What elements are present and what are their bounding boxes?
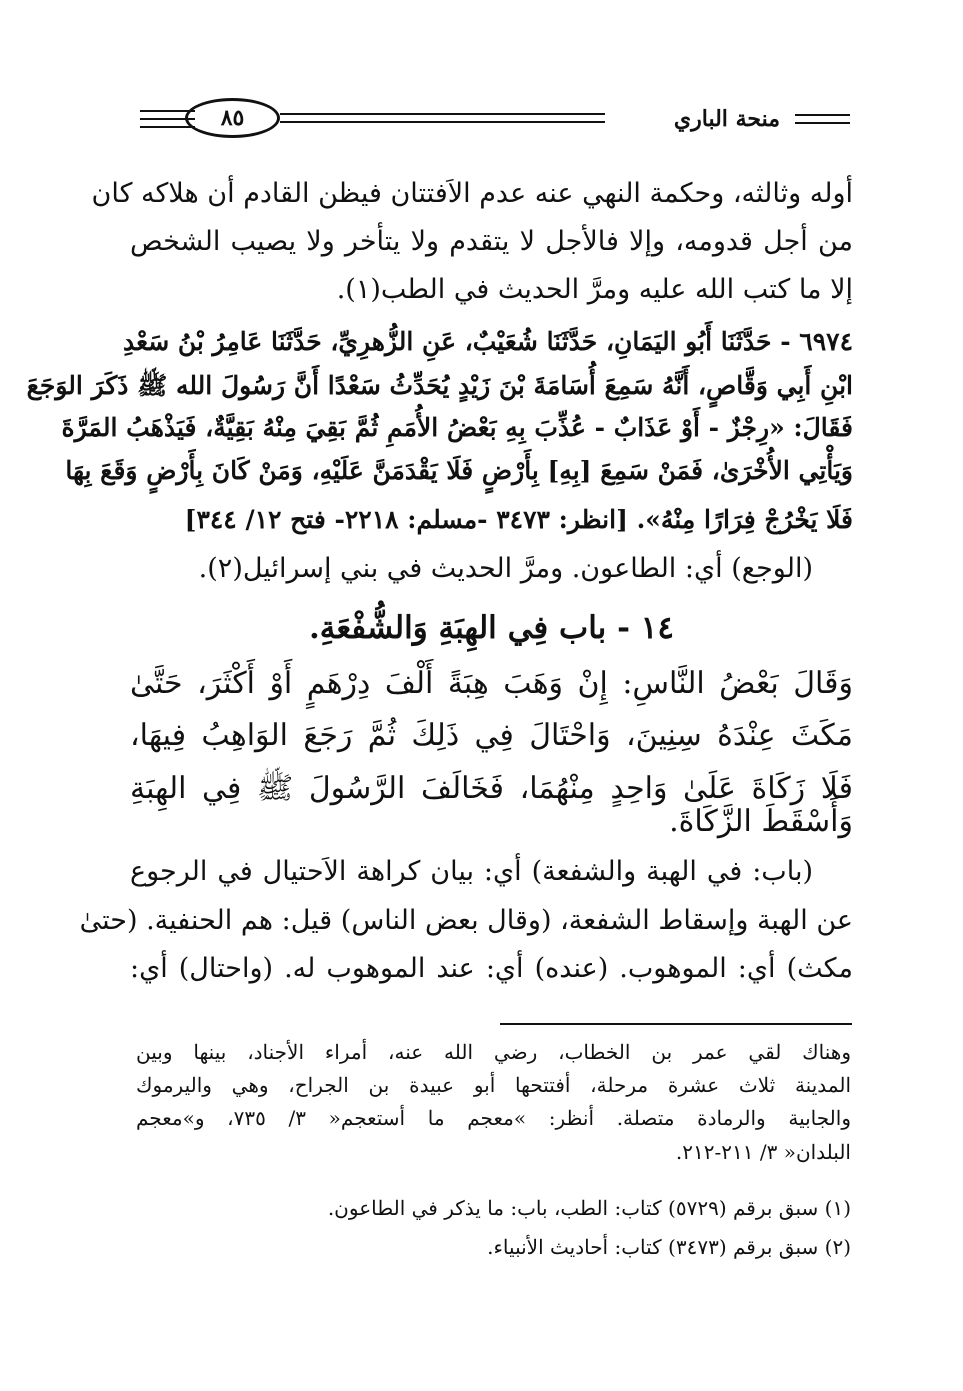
quoted-text-line: فَلَا زَكَاةَ عَلَىٰ وَاحِدٍ مِنْهُمَا، فَخَالَفَ الرَّسُولَ ﷺ فِي الهِبَةِ: [130, 771, 853, 806]
footnote-2: (٢) سبق برقم (٣٤٧٣) كتاب: أحاديث الأنبياء.: [487, 1235, 851, 1259]
header-rule: [140, 126, 195, 128]
hadith-line: ابْنِ أَبِي وَقَّاصٍ، أَنَّهُ سَمِعَ أُسَامَةَ بْنَ زَيْدٍ يُحَدِّثُ سَعْدًا أَنَّ رَسُولَ الله ﷺ ذَكَرَ الوَجَعَ: [26, 371, 853, 400]
footnote-1: (١) سبق برقم (٥٧٢٩) كتاب: الطب، باب: ما يذكر في الطاعون.: [327, 1196, 851, 1220]
page-number: ٨٥: [220, 105, 245, 131]
body-line: أوله وثالثه، وحكمة النهي عنه عدم الاَفتتان فيظن القادم أن هلاكه كان: [91, 178, 853, 209]
book-title: منحة الباري: [673, 106, 780, 132]
body-line: (الوجع) أي: الطاعون. ومرَّ الحديث في بني إسرائيل(٢).: [198, 553, 813, 584]
body-line: من أجل قدومه، وإلا فالأجل لا يتقدم ولا يتأخر ولا يصيب الشخص: [130, 226, 853, 257]
chapter-heading: ١٤ - باب فِي الهِبَةِ وَالشُّفْعَةِ.: [308, 610, 675, 646]
page-header: [140, 92, 850, 148]
header-rule: [795, 114, 850, 116]
commentary-line: مكث) أي: الموهوب. (عنده) أي: عند الموهوب له. (واحتال) أي:: [130, 953, 853, 984]
hadith-line: ٦٩٧٤ - حَدَّثَنَا أَبُو اليَمَانِ، حَدَّثَنَا شُعَيْبٌ، عَنِ الزُّهرِيِّ، حَدَّثَنَا عَامِرُ بْنُ سَعْدِ: [123, 327, 853, 356]
body-line: إلا ما كتب الله عليه ومرَّ الحديث في الطب(١).: [336, 274, 853, 305]
hadith-line: فَلَا يَخْرُجْ فِرَارًا مِنْهُ». [انظر: ٣٤٧٣ -مسلم: ٢٢١٨- فتح ١٢/ ٣٤٤]: [184, 505, 853, 534]
quoted-text-line: وَأَسْقَطَ الزَّكَاةَ.: [669, 804, 853, 839]
footnote-line: وهناك لقي عمر بن الخطاب، رضي الله عنه، أمراء الأجناد، بينها وبين: [136, 1040, 851, 1064]
page-number-oval: [185, 98, 280, 138]
commentary-line: عن الهبة وإسقاط الشفعة، (وقال بعض الناس) قيل: هم الحنفية. (حتىٰ: [79, 905, 853, 936]
commentary-line: (باب: في الهبة والشفعة) أي: بيان كراهة الاَحتيال في الرجوع: [130, 856, 813, 887]
footnote-separator: [500, 1023, 852, 1025]
footnote-line: والجابية والرمادة متصلة. أنظر: »معجم ما أستعجم« ٣/ ٧٣٥، و»معجم: [136, 1106, 851, 1130]
footnote-line: المدينة ثلاث عشرة مرحلة، أفتتحها أبو عبيدة بن الجراح، وهي واليرموك: [136, 1073, 851, 1097]
header-rule: [795, 122, 850, 124]
quoted-text-line: وَقَالَ بَعْضُ النَّاسِ: إِنْ وَهَبَ هِبَةً أَلْفَ دِرْهَمٍ أَوْ أَكْثَرَ، حَتَّىٰ: [130, 666, 853, 701]
footnote-line: البلدان« ٣/ ٢١١-٢١٢.: [675, 1140, 851, 1164]
quoted-text-line: مَكَثَ عِنْدَهُ سِنِينَ، وَاحْتَالَ فِي ذَلِكَ ثُمَّ رَجَعَ الوَاهِبُ فِيهَا،: [130, 718, 853, 753]
header-rule: [280, 113, 605, 115]
hadith-line: وَيَأْتِي الأُخْرَىٰ، فَمَنْ سَمِعَ [بِهِ] بِأَرْضٍ فَلَا يَقْدَمَنَّ عَلَيْهِ، وَمَنْ كَانَ بِأَرْضٍ وَقَعَ بِهَا: [65, 456, 853, 485]
header-rule: [280, 121, 605, 123]
hadith-line: فَقَالَ: «رِجْزٌ - أَوْ عَذَابٌ - عُذِّبَ بِهِ بَعْضُ الأُمَمِ ثُمَّ بَقِيَ مِنْهُ بَقِيَّةٌ، فَيَذْهَبُ المَرَّةَ: [61, 413, 853, 442]
